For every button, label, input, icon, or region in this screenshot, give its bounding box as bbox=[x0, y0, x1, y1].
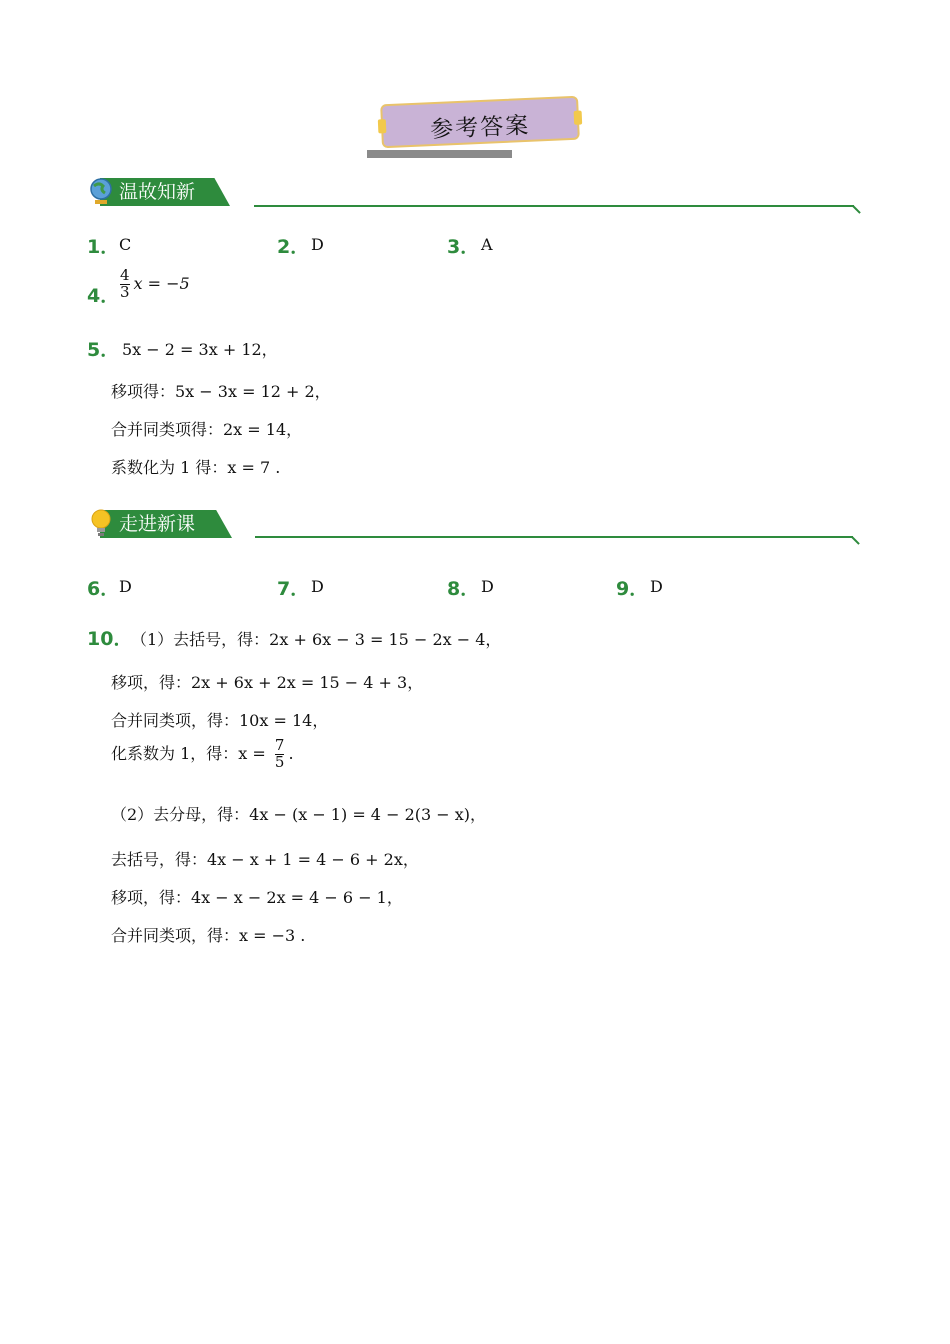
solution-line bbox=[111, 738, 294, 771]
section-title: 温故知新 bbox=[119, 181, 196, 203]
answer-banner bbox=[380, 96, 580, 149]
solution-line: 合并同类项得：2x = 14， bbox=[111, 420, 303, 439]
solution-line: 5x − 2 = 3x + 12， bbox=[122, 340, 278, 359]
fraction-denominator: 5 bbox=[274, 752, 285, 771]
question-number: 9． bbox=[616, 578, 649, 600]
section-rule-hook bbox=[851, 536, 859, 544]
fraction bbox=[120, 268, 130, 301]
banner-shadow bbox=[367, 150, 512, 158]
fraction-numerator: 7 bbox=[274, 736, 285, 754]
lightbulb-icon bbox=[88, 506, 114, 540]
question-number: 10． bbox=[87, 628, 133, 650]
solution-line: （2）去分母，得：4x − (x − 1) = 4 − 2(3 − x)， bbox=[111, 805, 487, 824]
answer: D bbox=[650, 577, 663, 596]
banner-title: 参考答案 bbox=[429, 112, 531, 144]
solution-line: 合并同类项，得：x = −3 . bbox=[111, 926, 306, 945]
fraction-denominator: 3 bbox=[120, 282, 130, 301]
solution-line: 移项得：5x − 3x = 12 + 2， bbox=[111, 382, 331, 401]
question-number: 3． bbox=[447, 236, 480, 258]
answer: D bbox=[481, 577, 494, 596]
fraction-numerator: 4 bbox=[120, 266, 130, 284]
question-number: 2． bbox=[277, 236, 310, 258]
solution-line: 合并同类项，得：10x = 14， bbox=[111, 711, 329, 730]
solution-line: （1）去括号，得：2x + 6x − 3 = 15 − 2x − 4， bbox=[131, 630, 502, 649]
solution-line: 移项，得：2x + 6x + 2x = 15 − 4 + 3， bbox=[111, 673, 424, 692]
question-number: 1． bbox=[87, 236, 120, 258]
solution-text: . bbox=[288, 743, 294, 763]
solution-text: 化系数为 1，得：x = bbox=[111, 743, 266, 763]
answer: C bbox=[119, 235, 132, 254]
question-number: 8． bbox=[447, 578, 480, 600]
answer: D bbox=[119, 577, 132, 596]
question-number: 7． bbox=[277, 578, 310, 600]
answer: A bbox=[481, 235, 493, 254]
answer: D bbox=[311, 235, 324, 254]
globe-icon bbox=[86, 176, 116, 208]
equation-rest: x = −5 bbox=[133, 273, 190, 293]
answer: D bbox=[311, 577, 324, 596]
section-rule-hook bbox=[852, 205, 860, 213]
section-rule bbox=[254, 205, 854, 207]
section-rule bbox=[255, 536, 853, 538]
question-number: 6． bbox=[87, 578, 120, 600]
question-number: 4． bbox=[87, 285, 120, 307]
fraction bbox=[275, 738, 285, 771]
solution-line: 系数化为 1 得：x = 7 . bbox=[111, 458, 281, 477]
solution-line: 去括号，得：4x − x + 1 = 4 − 6 + 2x， bbox=[111, 850, 419, 869]
solution-line: 移项，得：4x − x − 2x = 4 − 6 − 1， bbox=[111, 888, 403, 907]
question-number: 5． bbox=[87, 339, 120, 361]
equation bbox=[116, 268, 190, 301]
section-title: 走进新课 bbox=[119, 513, 196, 535]
